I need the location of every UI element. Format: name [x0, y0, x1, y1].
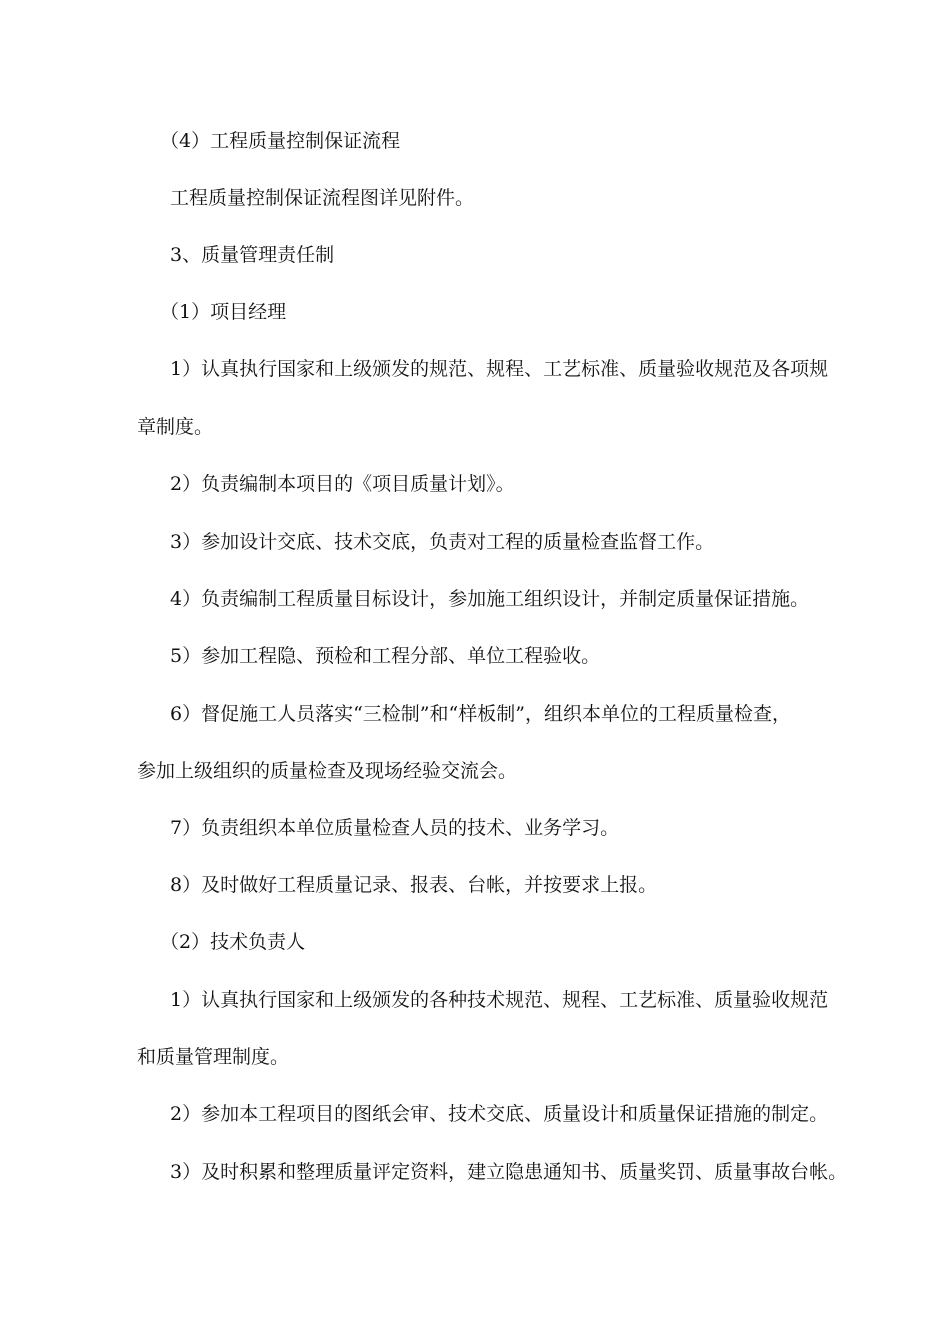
tech-item-3: 3）及时积累和整理质量评定资料，建立隐患通知书、质量奖罚、质量事故台帐。 [170, 1161, 848, 1183]
list-item-1-line2: 章制度。 [137, 416, 214, 438]
section-heading-3: 3、质量管理责任制 [170, 244, 335, 266]
paragraph: 工程质量控制保证流程图详见附件。 [170, 187, 475, 209]
list-item-5: 5）参加工程隐、预检和工程分部、单位工程验收。 [170, 645, 601, 667]
subsection-heading-4: （4）工程质量控制保证流程 [160, 130, 401, 152]
tech-item-1-line1: 1）认真执行国家和上级颁发的各种技术规范、规程、工艺标准、质量验收规范 [170, 989, 829, 1011]
list-item-1-line1: 1）认真执行国家和上级颁发的规范、规程、工艺标准、质量验收规范及各项规 [170, 358, 829, 380]
list-item-8: 8）及时做好工程质量记录、报表、台帐，并按要求上报。 [170, 874, 658, 896]
list-item-7: 7）负责组织本单位质量检查人员的技术、业务学习。 [170, 817, 620, 839]
subsection-heading-2: （2）技术负责人 [160, 931, 306, 953]
tech-item-1-line2: 和质量管理制度。 [137, 1046, 290, 1068]
subsection-heading-1: （1）项目经理 [160, 301, 287, 323]
list-item-2: 2）负责编制本项目的《项目质量计划》。 [170, 473, 515, 495]
list-item-4: 4）负责编制工程质量目标设计，参加施工组织设计，并制定质量保证措施。 [170, 588, 810, 610]
list-item-3: 3）参加设计交底、技术交底，负责对工程的质量检查监督工作。 [170, 531, 715, 553]
list-item-6-line1: 6）督促施工人员落实“三检制”和“样板制”，组织本单位的工程质量检查， [170, 703, 791, 725]
list-item-6-line2: 参加上级组织的质量检查及现场经验交流会。 [137, 760, 518, 782]
tech-item-2: 2）参加本工程项目的图纸会审、技术交底、质量设计和质量保证措施的制定。 [170, 1103, 829, 1125]
